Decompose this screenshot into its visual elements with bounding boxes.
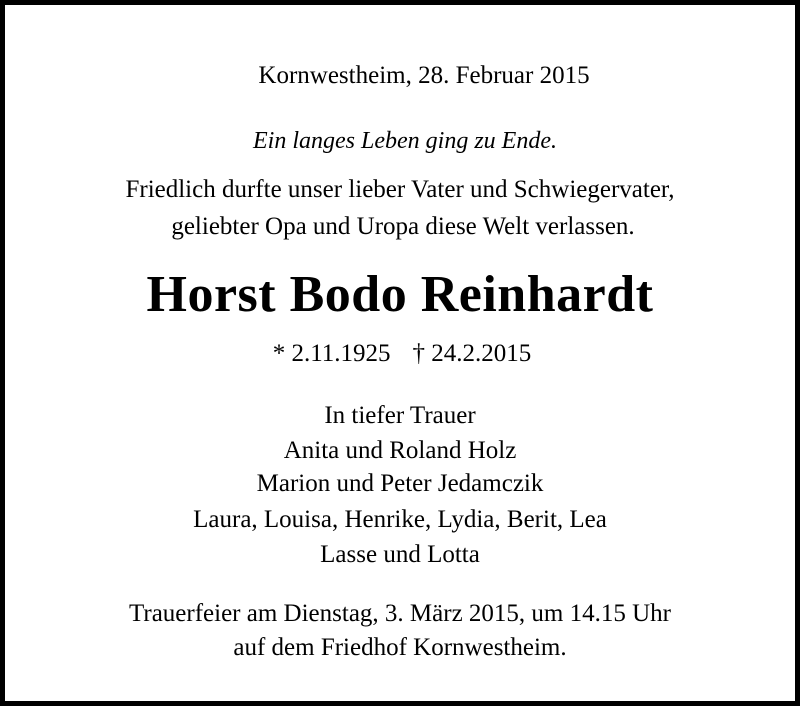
- text-line: Friedlich durfte unser lieber Vater und Schwiegervater,: [125, 176, 675, 203]
- ceremony-info: Trauerfeier am Dienstag, 3. März 2015, um 14.15 Uhr: [128, 600, 671, 627]
- mourner-line: Laura, Louisa, Henrike, Lydia, Berit, Lea: [193, 506, 607, 533]
- place-date: Kornwestheim, 28. Februar 2015: [258, 62, 590, 89]
- mourner-line: Marion und Peter Jedamczik: [256, 470, 544, 497]
- death-date: † 24.2.2015: [412, 340, 532, 367]
- ceremony-location: auf dem Friedhof Kornwestheim.: [233, 634, 567, 661]
- mourner-line: In tiefer Trauer: [324, 402, 476, 429]
- life-dates: [5, 341, 795, 366]
- mourner-line: Lasse und Lotta: [320, 541, 480, 568]
- mourner-line: Anita und Roland Holz: [283, 437, 517, 464]
- motto: Ein langes Leben ging zu Ende.: [253, 128, 557, 154]
- text-line: geliebter Opa und Uropa diese Welt verlassen.: [171, 213, 635, 240]
- deceased-name: Horst Bodo Reinhardt: [146, 266, 654, 323]
- birth-date: * 2.11.1925: [272, 340, 391, 367]
